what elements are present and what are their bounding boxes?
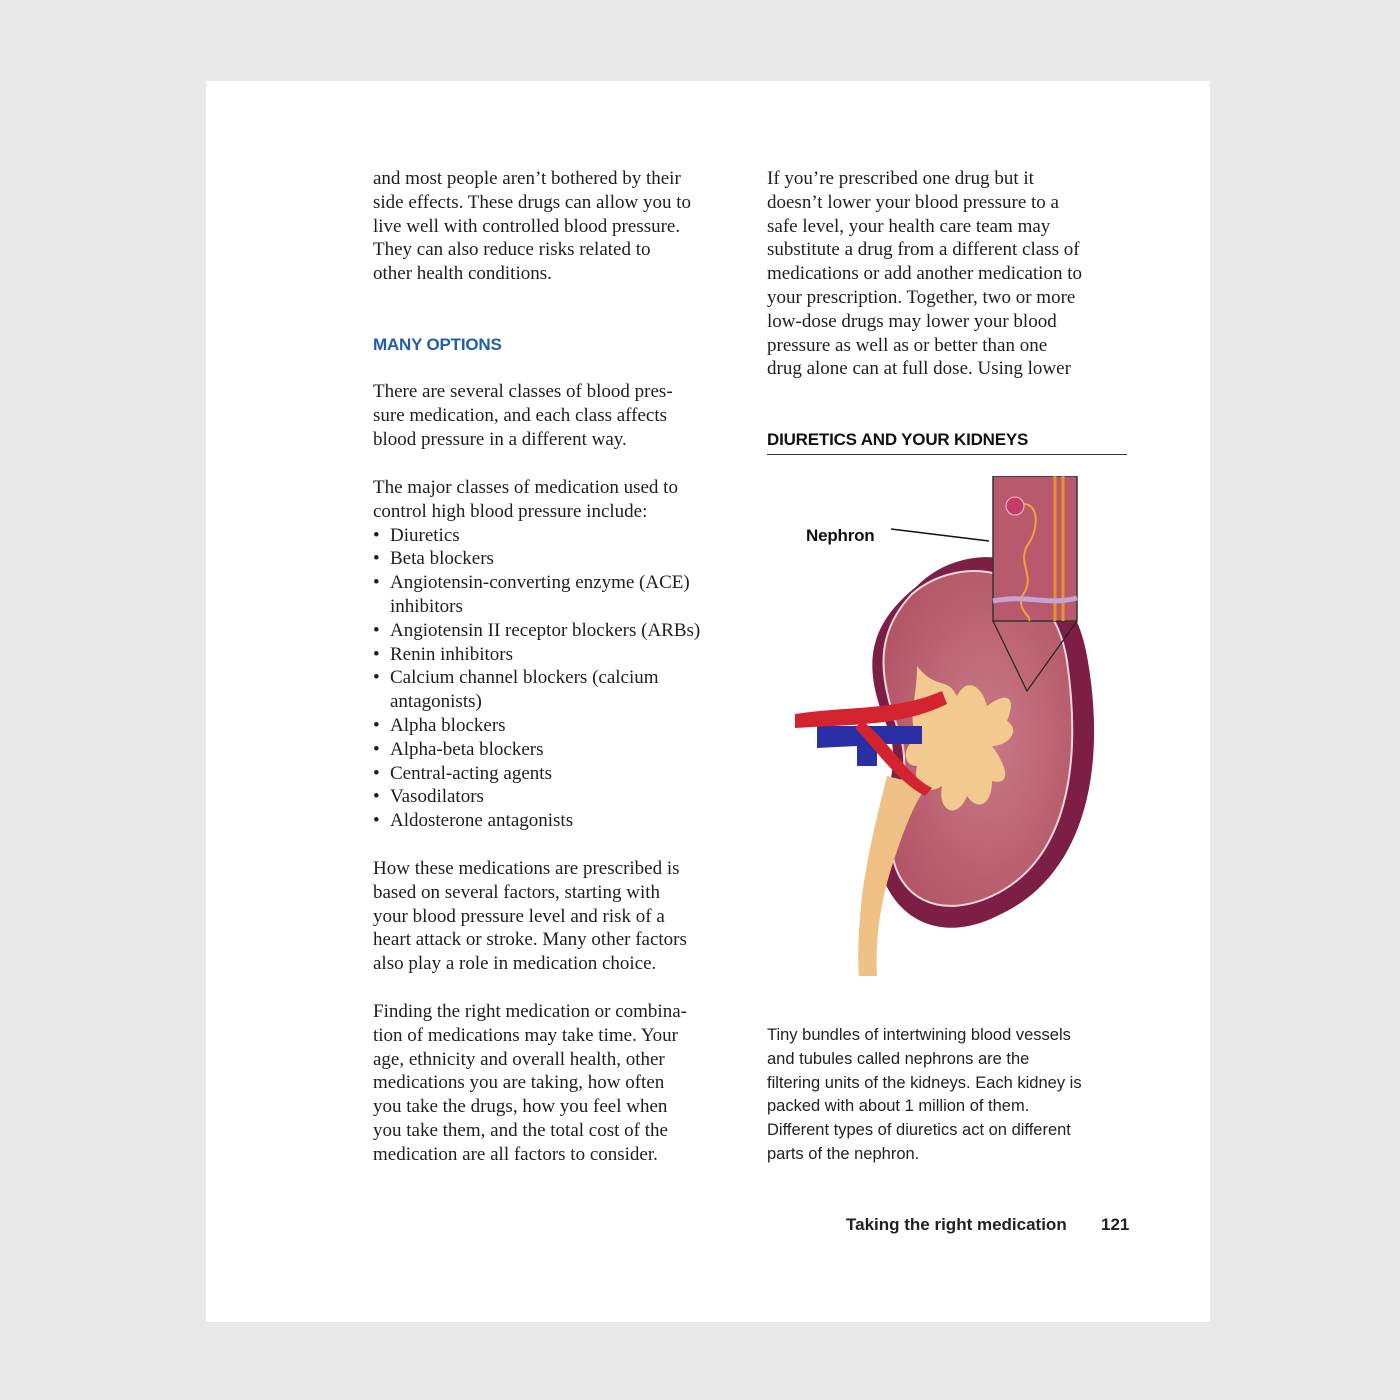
text-line: How these medications are prescribed is	[373, 858, 680, 879]
list-item-text: Diuretics	[390, 524, 460, 546]
text-line: side effects. These drugs can allow you to	[373, 191, 691, 213]
list-item	[373, 524, 700, 548]
list-item-continuation	[373, 595, 700, 619]
text-line: and most people aren’t bothered by their	[373, 168, 681, 189]
list-item-text: antagonists)	[390, 691, 482, 713]
list-item-text: Alpha-beta blockers	[390, 738, 544, 760]
medication-class-list	[373, 524, 700, 833]
bullet-icon: •	[373, 643, 380, 665]
bullet-icon: •	[373, 738, 380, 760]
left-para-3	[373, 476, 678, 524]
bullet-icon: •	[373, 786, 380, 808]
list-item	[373, 643, 700, 667]
list-item-text: Aldosterone antagonists	[390, 810, 574, 832]
list-item-text: Calcium channel blockers (calcium	[390, 667, 659, 689]
running-footer-section: Taking the right medication	[846, 1215, 1067, 1234]
text-line: you take them, and the total cost of the	[373, 1119, 668, 1141]
bullet-icon: •	[373, 572, 380, 594]
text-line: your prescription. Together, two or more	[767, 286, 1076, 308]
text-line: blood pressure in a different way.	[373, 428, 627, 450]
text-line: substitute a drug from a different class of	[767, 239, 1080, 261]
list-item-text: inhibitors	[390, 595, 463, 617]
bullet-icon: •	[373, 810, 380, 832]
text-line: medications you are taking, how often	[373, 1072, 665, 1094]
text-line: age, ethnicity and overall health, other	[373, 1048, 665, 1070]
text-line: Finding the right medication or combina-	[373, 1001, 687, 1022]
page-number: 121	[1101, 1215, 1130, 1234]
list-item	[373, 619, 700, 643]
heading-rule	[767, 454, 1127, 455]
list-item-text: Angiotensin-converting enzyme (ACE)	[390, 572, 690, 594]
text-line: live well with controlled blood pressure.	[373, 215, 681, 237]
list-item-continuation	[373, 690, 700, 714]
text-line: The major classes of medication used to	[373, 477, 678, 498]
list-item	[373, 714, 700, 738]
section-heading-many-options: MANY OPTIONS	[373, 335, 502, 354]
text-line: doesn’t lower your blood pressure to a	[767, 191, 1059, 213]
left-para-2	[373, 380, 673, 451]
text-line: Different types of diuretics act on different	[767, 1121, 1071, 1140]
list-item-text: Central-acting agents	[390, 762, 552, 784]
bullet-icon: •	[373, 548, 380, 570]
text-line: There are several classes of blood pres-	[373, 381, 673, 402]
text-line: your blood pressure level and risk of a	[373, 905, 665, 927]
text-line: control high blood pressure include:	[373, 500, 648, 522]
bullet-icon: •	[373, 714, 380, 736]
right-para-1	[767, 167, 1082, 381]
text-line: If you’re prescribed one drug but it	[767, 168, 1034, 189]
list-item	[373, 738, 700, 762]
book-page	[206, 81, 1210, 1322]
text-line: Tiny bundles of intertwining blood vessels	[767, 1026, 1071, 1044]
text-line: other health conditions.	[373, 263, 552, 285]
text-line: you take the drugs, how you feel when	[373, 1096, 668, 1118]
kidney-drawing	[767, 476, 1127, 976]
text-line: tion of medications may take time. Your	[373, 1024, 679, 1046]
left-para-1	[373, 167, 691, 286]
text-line: low-dose drugs may lower your blood	[767, 310, 1057, 332]
list-item	[373, 762, 700, 786]
text-line: drug alone can at full dose. Using lower	[767, 358, 1071, 380]
text-line: parts of the nephron.	[767, 1144, 920, 1163]
text-line: They can also reduce risks related to	[373, 239, 651, 261]
sidebar-heading: DIURETICS AND YOUR KIDNEYS	[767, 430, 1029, 449]
text-line: pressure as well as or better than one	[767, 334, 1048, 356]
text-line: sure medication, and each class affects	[373, 404, 668, 426]
list-item	[373, 547, 700, 571]
bullet-icon: •	[373, 619, 380, 641]
kidney-illustration	[767, 476, 1127, 976]
text-line: medication are all factors to consider.	[373, 1143, 658, 1165]
text-line: packed with about 1 million of them.	[767, 1097, 1030, 1116]
text-line: also play a role in medication choice.	[373, 953, 657, 975]
text-line: based on several factors, starting with	[373, 881, 661, 903]
text-line: and tubules called nephrons are the	[767, 1049, 1030, 1068]
figure-caption	[767, 1024, 1082, 1167]
left-para-4	[373, 857, 687, 976]
list-item-text: Vasodilators	[390, 786, 484, 808]
list-item	[373, 785, 700, 809]
text-line: safe level, your health care team may	[767, 215, 1051, 237]
text-line: medications or add another medication to	[767, 263, 1082, 285]
text-line: filtering units of the kidneys. Each kidney is	[767, 1073, 1082, 1092]
bullet-icon: •	[373, 524, 380, 546]
left-para-5	[373, 1000, 687, 1167]
list-item-text: Alpha blockers	[390, 714, 506, 736]
list-item-text: Beta blockers	[390, 548, 494, 570]
list-item	[373, 666, 700, 690]
list-item-text: Renin inhibitors	[390, 643, 513, 665]
list-item-text: Angiotensin II receptor blockers (ARBs)	[390, 619, 701, 641]
list-item	[373, 809, 700, 833]
bullet-icon: •	[373, 667, 380, 689]
text-line: heart attack or stroke. Many other factors	[373, 929, 687, 951]
bullet-icon: •	[373, 762, 380, 784]
nephron-label: Nephron	[806, 526, 875, 545]
list-item	[373, 571, 700, 595]
